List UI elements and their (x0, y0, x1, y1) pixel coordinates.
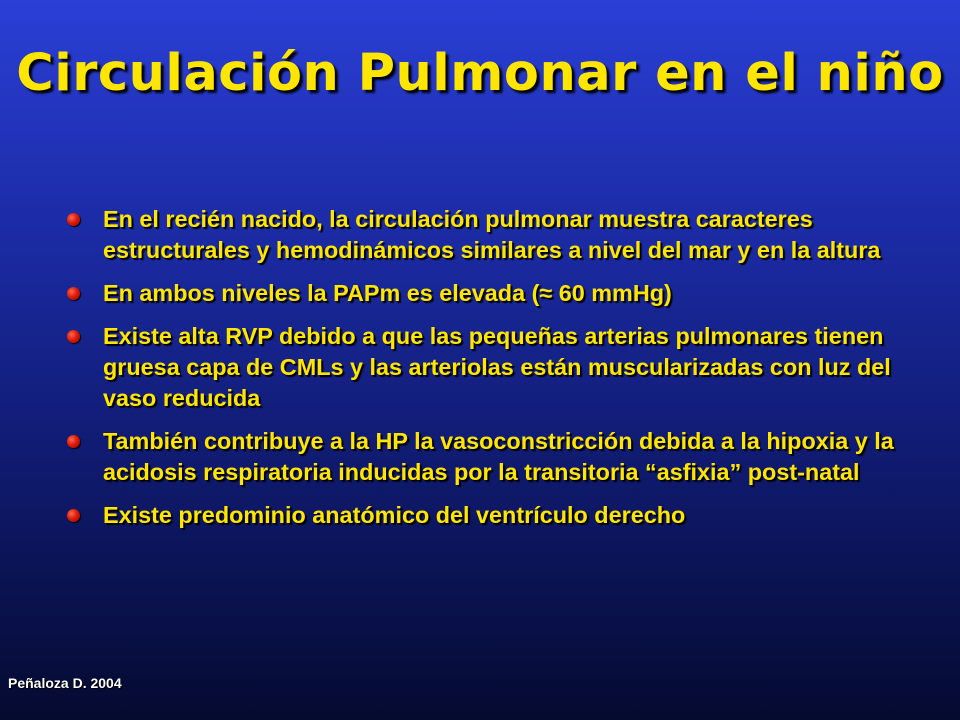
bullet-item-5 (62, 500, 922, 531)
bullet-dot-icon (67, 330, 80, 343)
bullet-dot-icon (67, 287, 80, 300)
bullet-text-3: Existe alta RVP debido a que las pequeñas arterias pulmonares tienen gruesa capa de CMLs y las arteriolas están muscularizadas con luz del vaso reducida (103, 323, 891, 411)
bullet-dot-icon (67, 509, 80, 522)
bullet-item-3 (62, 321, 922, 414)
bullet-list (62, 204, 922, 543)
slide-title: Circulación Pulmonar en el niño (16, 44, 944, 103)
bullet-dot-icon (67, 213, 80, 226)
bullet-text-2: En ambos niveles la PAPm es elevada (≈ 60 mmHg) (103, 280, 672, 306)
bullet-text-4: También contribuye a la HP la vasoconstricción debida a la hipoxia y la acidosis respiratoria inducidas por la transitoria “asfixia” post-natal (103, 428, 894, 485)
bullet-item-2 (62, 278, 922, 309)
bullet-text-5: Existe predominio anatómico del ventrículo derecho (103, 502, 686, 528)
bullet-text-1: En el recién nacido, la circulación pulmonar muestra caracteres estructurales y hemodinámicos similares a nivel del mar y en la altura (103, 206, 881, 263)
citation: Peñaloza D. 2004 (8, 675, 122, 691)
bullet-item-1 (62, 204, 922, 266)
bullet-dot-icon (67, 435, 80, 448)
bullet-item-4 (62, 426, 922, 488)
